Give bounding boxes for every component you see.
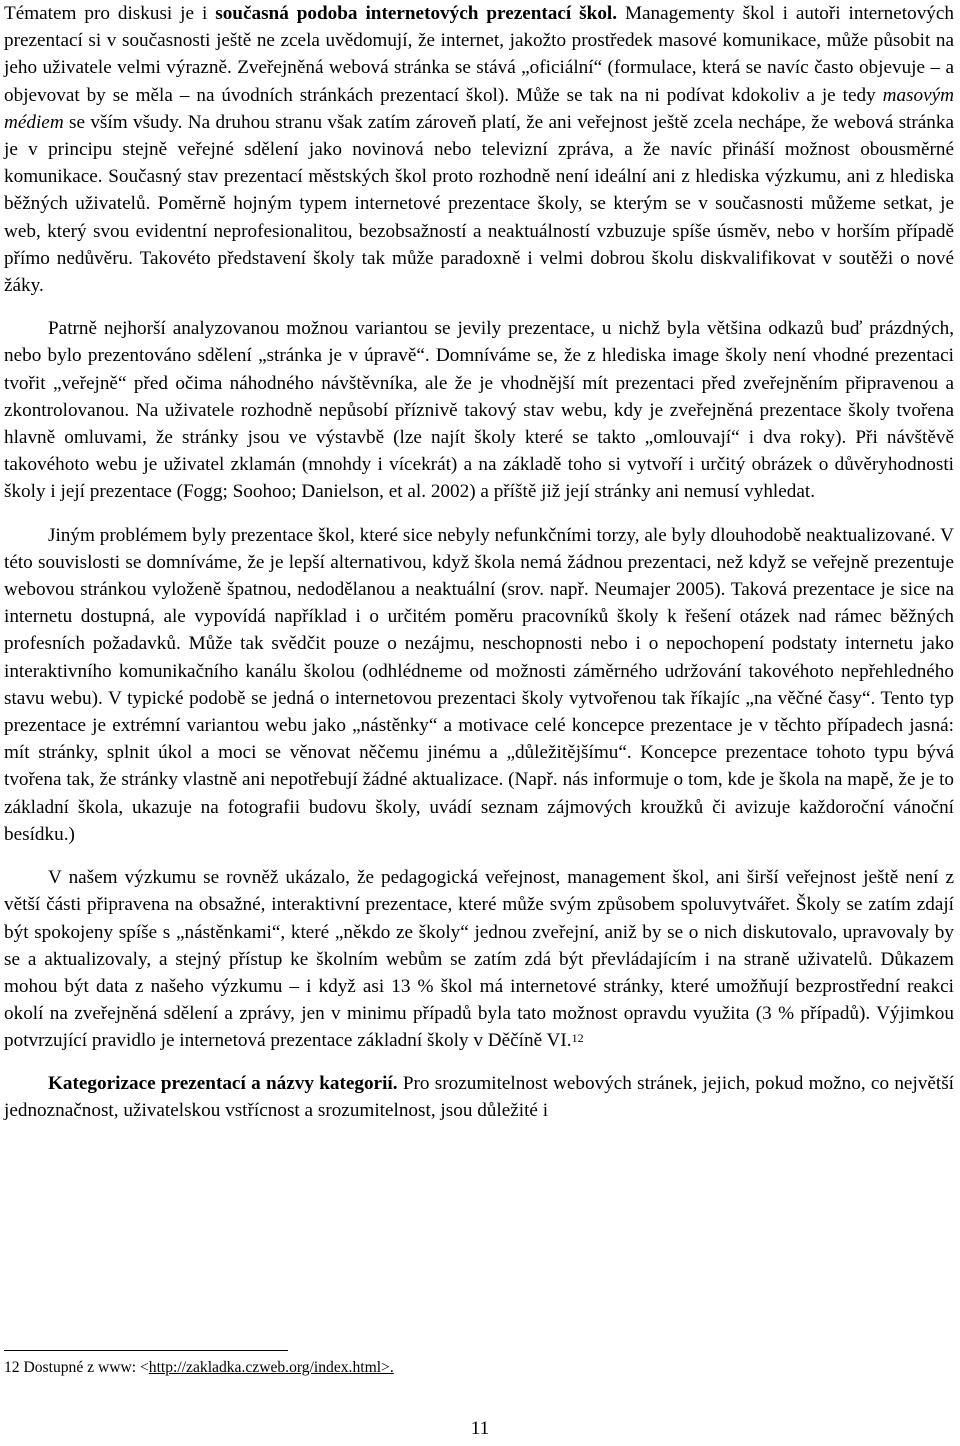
paragraph-1-body-a: Managementy škol i autoři internetových prezentací si v současnosti ještě ne zcela uvědomují, že internet, jakožto prostředek masové komunikace, může působit na jeho uživatele velmi výrazně. Zveřejněná webová stránka se stává „oficiální“ (formulace, která se navíc často objevuje – a objevovat by se měla – na úvodních stránkách prezentací škol). Může se tak na ni podívat kdokoliv a je tedy xyxy=(4,3,955,106)
paragraph-4-body: V našem výzkumu se rovněž ukázalo, že pedagogická veřejnost, management škol, ani širší veřejnost ještě není z větší části připravena na obsažné, interaktivní prezentace, které může svým způsobem spoluvytvářet. Školy se zatím zdají být spokojeny spíše s „nástěnkami“, které „někdo ze školy“ jednou zveřejní, aniž by se o nich diskutovalo, upravovaly by se a aktualizovaly, a stejný přístup ke školním webům se zatím zdá být převládajícím i na straně uživatelů. Důkazem mohou být data z našeho výzkumu – i když asi 13 % škol má internetové stránky, které umožňují bezprostřední reakci okolí na zveřejněná sdělení a zprávy, jen v minimu případů byla tato možnost opravdu využita (3 % případů). Výjimkou potvrzující pravidlo je internetová prezentace základní školy v Děčíně VI. xyxy=(4,867,954,1052)
paragraph-1 xyxy=(4,0,954,299)
paragraph-4 xyxy=(4,864,954,1054)
section-heading-inline: Kategorizace prezentací a názvy kategorií. xyxy=(48,1072,398,1094)
page-number: 11 xyxy=(470,1418,490,1439)
paragraph-5-body: Pro srozumitelnost webových stránek, jejich, pokud možno, co největší jednoznačnost, uživatelskou vstřícnost a srozumitelnost, jsou důležité i xyxy=(4,1072,955,1121)
footnote xyxy=(4,1358,394,1378)
footnote-divider xyxy=(4,1350,288,1351)
footnote-text: Dostupné z www: < xyxy=(19,1359,149,1376)
paragraph-1-italic-term: masovým médiem xyxy=(4,84,954,133)
paragraph-2: Patrně nejhorší analyzovanou možnou variantou se jevily prezentace, u nichž byla většina odkazů buď prázdných, nebo bylo prezentováno sdělení „stránka je v úpravě“. Domníváme se, že z hlediska image školy není vhodné prezentaci tvořit „veřejně“ před očima náhodného návštěvníka, ale že je vhodnější mít prezentaci před zveřejněním připravenou a zkontrolovanou. Na uživatele rozhodně nepůsobí příznivě takový stav webu, kdy je zveřejněná prezentace školy tvořena hlavně omluvami, že stránky jsou ve výstavbě (lze najít školy které se takto „omlouvají“ i dva roky). Při návštěvě takovéhoto webu je uživatel zklamán (mnohdy i vícekrát) a na základě toho si vytvoří i určitý obrázek o důvěryhodnosti školy i její prezentace (Fogg; Soohoo; Danielson, et al. 2002) a příště již její stránky ani nemusí vyhledat. xyxy=(4,318,954,503)
footnote-reference[interactable]: 12 xyxy=(571,1031,584,1046)
paragraph-1-emphasis: současná podoba internetových prezentací škol. xyxy=(215,3,618,24)
footnote-link[interactable]: http://zakladka.czweb.org/index.html>. xyxy=(148,1359,394,1376)
footnote-number: 12 xyxy=(4,1359,20,1376)
paragraph-5 xyxy=(4,1070,954,1124)
document-page xyxy=(4,0,954,1124)
paragraph-3: Jiným problémem byly prezentace škol, které sice nebyly nefunkčními torzy, ale byly dlouhodobě neaktualizované. V této souvislosti se domníváme, že je lepší alternativou, když škola nemá žádnou prezentaci, než když se veřejně prezentuje webovou stránkou vyloženě špatnou, nedodělanou a neaktuální (srov. např. Neumajer 2005). Taková prezentace je sice na internetu dostupná, ale vypovídá například i o určitém poměru pracovníků školy k řešení otázek nad rámec běžných profesních požadavků. Může tak svědčit pouze o nezájmu, neschopnosti nebo i o nepochopení podstaty internetu jako interaktivního komunikačního kanálu školou (odhlédneme od možnosti záměrného udržování takovéhoto nepřehledného stavu webu). V typické podobě se jedná o internetovou prezentaci školy vytvořenou tak říkajíc „na věčné časy“. Tento typ prezentace je extrémní variantou webu jako „nástěnky“ a motivace celé koncepce prezentace je v těchto případech jasná: mít stránky, splnit úkol a moci se věnovat něčemu jinému a „důležitějšímu“. Koncepce prezentace tohoto typu bývá tvořena tak, že stránky vlastně ani nepotřebují žádné aktualizace. (Např. nás informuje o tom, kde je škola na mapě, že je to základní škola, ukazuje na fotografii budovu školy, uvádí seznam zájmových kroužků či avizuje každoroční vánoční besídku.) xyxy=(4,524,954,845)
paragraph-1-intro: Tématem pro diskusi je i xyxy=(4,3,216,24)
paragraph-1-body-b: se vším všudy. Na druhou stranu však zatím zároveň platí, že ani veřejnost ještě zcela nechápe, že webová stránka je v principu stejně veřejné sdělení jako novinová nebo televizní zpráva, a že navíc přináší možnost obousměrné komunikace. Současný stav prezentací městských škol proto rozhodně není ideální ani z hlediska výzkumu, ani z hlediska běžných uživatelů. Poměrně hojným typem internetové prezentace školy, se kterým se v současnosti můžeme setkat, je web, který svou evidentní neprofesionalitou, bezobsažností a neaktuálností vzbuzuje spíše úsměv, nebo v horším případě přímo nedůvěru. Takovéto představení školy tak může paradoxně i velmi dobrou školu diskvalifikovat v soutěži o nové žáky. xyxy=(4,111,954,297)
